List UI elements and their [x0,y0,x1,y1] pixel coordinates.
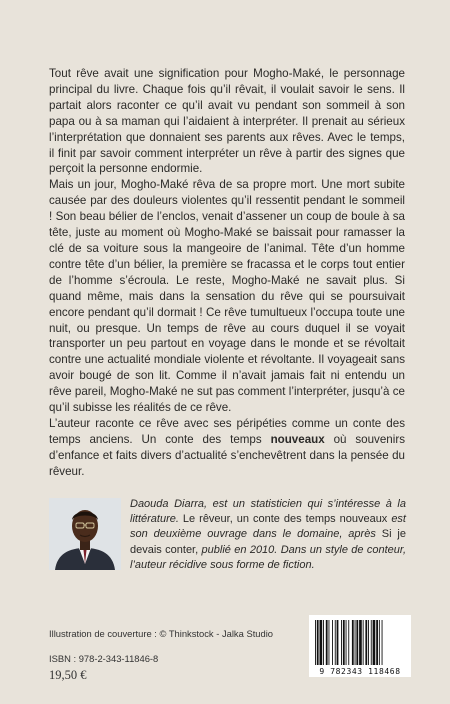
price-label: 19,50 € [49,668,87,682]
author-bio-part-1: Daouda Diarra, est un statisticien qui s’intéresse à la littérature. [130,498,406,526]
cover-illustration-credit: Illustration de couverture : © Thinkstock - Jalka Studio [49,628,274,639]
author-bio-part-5: publié en 2010. Dans un style de conteur, l’auteur récidive sous forme de fiction. [130,543,407,571]
author-bio-part-3: est son deuxième ouvrage dans le domaine, après [130,513,406,541]
barcode-digits: 9 782343 118468 [319,667,401,676]
barcode-bars [309,615,411,667]
blurb-paragraph-1: Tout rêve avait une signification pour Mogho-Maké, le personnage principal du livre. Chaque fois qu’il rêvait, il voulait savoir le sens. Il partait alors raconter ce qu’il avait vu pendant son sommeil à son papa ou à sa maman qui l’aidaient à interpréter. Il prenait au sérieux l’interprétation que donnaient ses parents aux rêves. Avec le temps, il finit par savoir comment interpréter un rêve à partir des signes que perçoit la personne endormie. [49,67,405,176]
author-bio-previous-title: Si je devais conter, [130,528,406,556]
blurb-paragraph-2: Mais un jour, Mogho-Maké rêva de sa propre mort. Une mort subite causée par des douleurs violentes qu’il ressentit pendant le sommeil ! Son beau bélier de l’enclos, venait d’assener un coup de boule à sa tête, juste au moment où Mogho-Maké se baissait pour ramasser la clé de sa voiture sous la mangeoire de l’animal. Tête d’un homme contre tête d’un bélier, la première se fracassa et le corps tout entier de l’homme s’écroula. Le reste, Mogho-Maké ne savait plus. Si quand même, mais dans la sensation du rêve qui se poursuivait encore pendant qu’il dormait ! Ce rêve tumultueux l’occupa toute une nuit, ou presque. Un temps de rêve au cours duquel il se voyait transporter un peu partout en voyage dans le monde et se révoltait contre une actualité mondiale violente et révoltante. Il voyageait sans avoir bougé de son lit. Comme il n’avait jamais fait ni entendu un rêve pareil, Mogho-Maké ne sut pas comment l’interpréter, jusqu’à ce qu’il subisse les réalités de ce rêve. [49,178,405,415]
blurb-text [49,66,405,480]
isbn-label: ISBN : 978-2-343-11846-8 [49,653,159,664]
author-bio-book-title: Le rêveur, un conte des temps nouveaux [178,513,392,526]
author-bio [130,497,406,573]
author-photo [49,498,121,570]
blurb-paragraph-3-end: où souvenirs d’enfance et faits divers d’actualité s’enchevêtrent dans la pensée du rêveur. [49,432,405,478]
blurb-paragraph-3 [49,416,405,480]
blurb-paragraph-3-start: L’auteur raconte ce rêve avec ses péripéties comme un conte des temps anciens. Un conte des temps [49,416,405,446]
barcode [309,615,411,677]
blurb-emphasis-nouveaux: nouveaux [270,432,325,446]
